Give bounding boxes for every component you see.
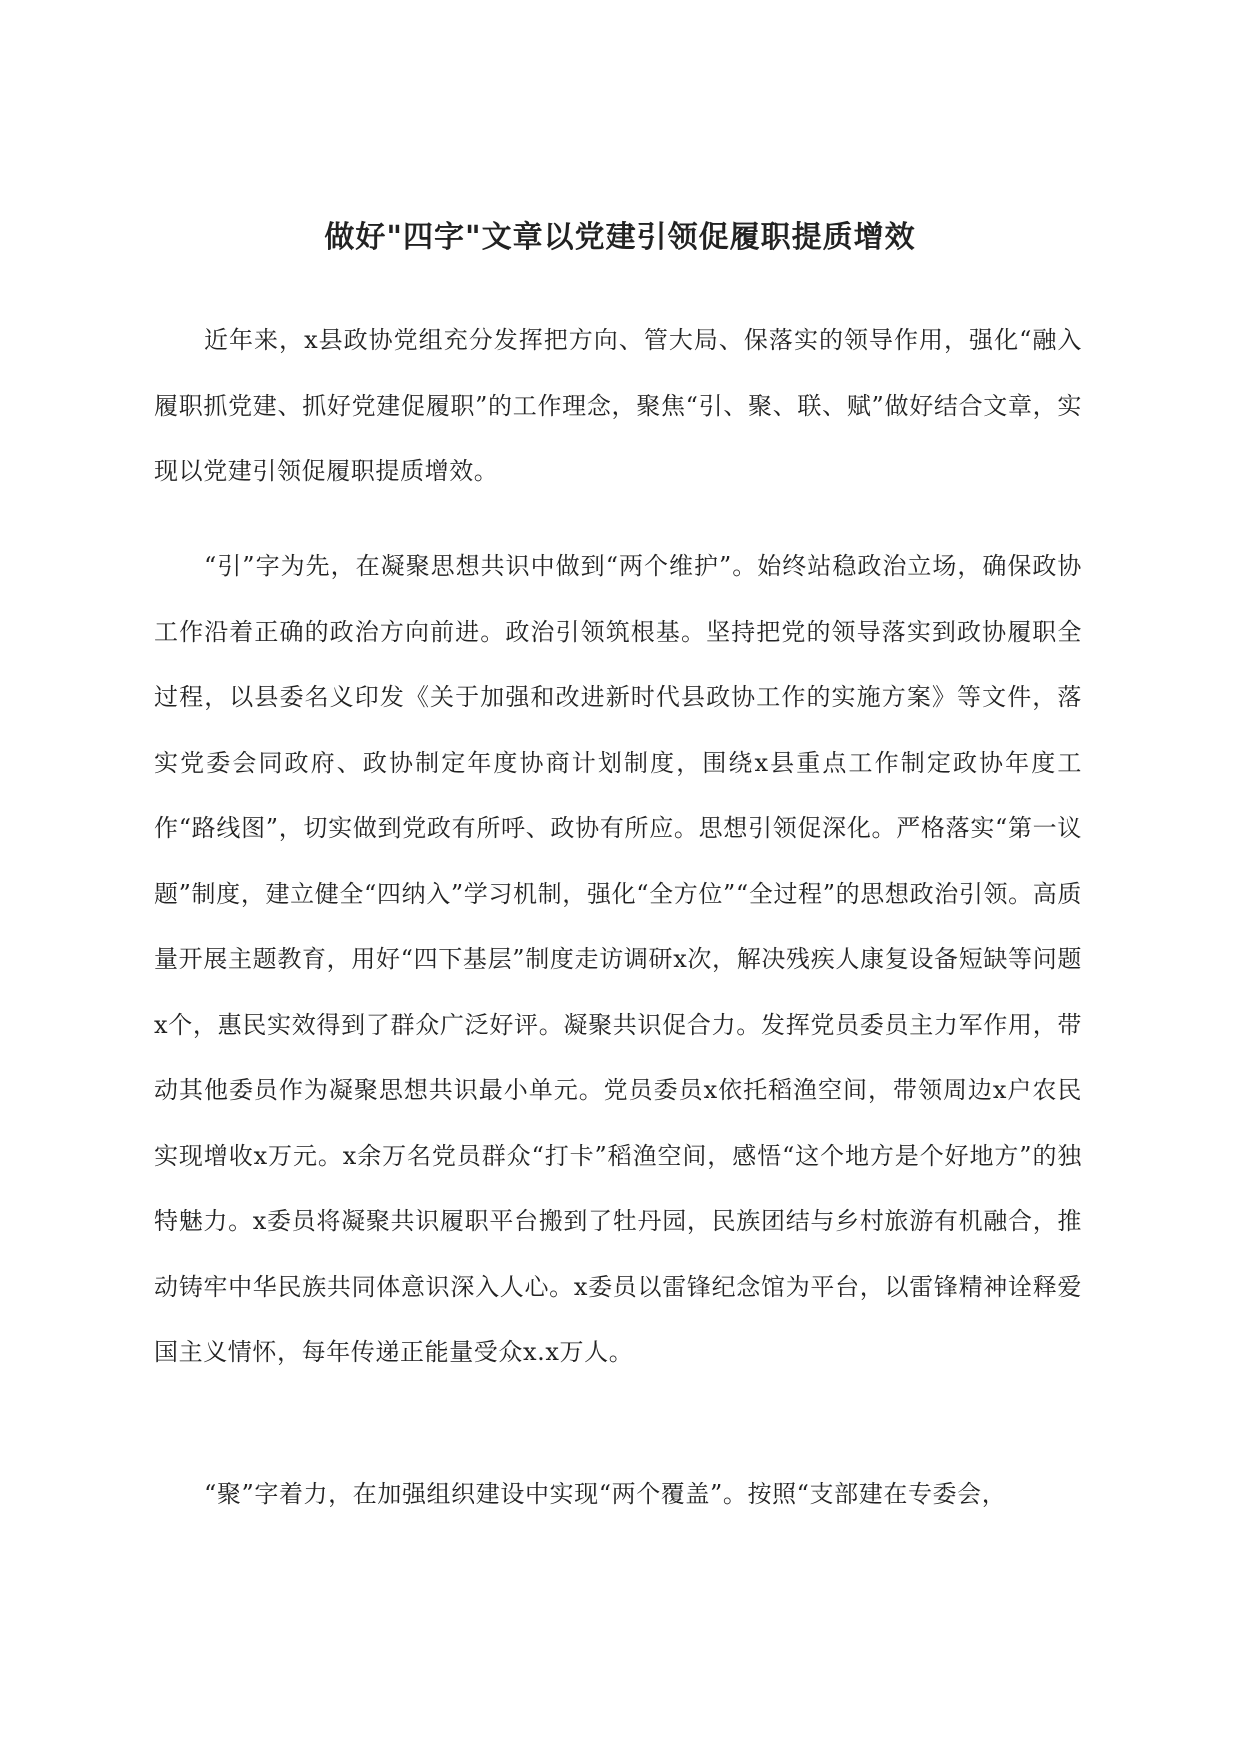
paragraph-ju: “聚”字着力，在加强组织建设中实现“两个覆盖”。按照“支部建在专委会，	[204, 1480, 1007, 1508]
document-title: 做好"四字"文章以党建引领促履职提质增效	[324, 220, 916, 255]
paragraph-yin: “引”字为先，在凝聚思想共识中做到“两个维护”。始终站稳政治立场，确保政协工作沿着正确的政治方向前进。政治引领筑根基。坚持把党的领导落实到政协履职全过程，以县委名义印发《关于加强和改进新时代县政协工作的实施方案》等文件，落实党委会同政府、政协制定年度协商计划制度，围绕x县重点工作制定政协年度工作“路线图”，切实做到党政有所呼、政协有所应。思想引领促深化。严格落实“第一议题”制度，建立健全“四纳入”学习机制，强化“全方位”“全过程”的思想政治引领。高质量开展主题教育，用好“四下基层”制度走访调研x次，解决残疾人康复设备短缺等问题x个，惠民实效得到了群众广泛好评。凝聚共识促合力。发挥党员委员主力军作用，带动其他委员作为凝聚思想共识最小单元。党员委员x依托稻渔空间，带领周边x户农民实现增收x万元。x余万名党员群众“打卡”稻渔空间，感悟“这个地方是个好地方”的独特魅力。x委员将凝聚共识履职平台搬到了牡丹园，民族团结与乡村旅游有机融合，推动铸牢中华民族共同体意识深入人心。x委员以雷锋纪念馆为平台，以雷锋精神诠释爱国主义情怀，每年传递正能量受众x.x万人。	[154, 552, 1082, 1366]
paragraph-intro: 近年来，x县政协党组充分发挥把方向、管大局、保落实的领导作用，强化“融入履职抓党建、抓好党建促履职”的工作理念，聚焦“引、聚、联、赋”做好结合文章，实现以党建引领促履职提质增效。	[154, 326, 1082, 485]
